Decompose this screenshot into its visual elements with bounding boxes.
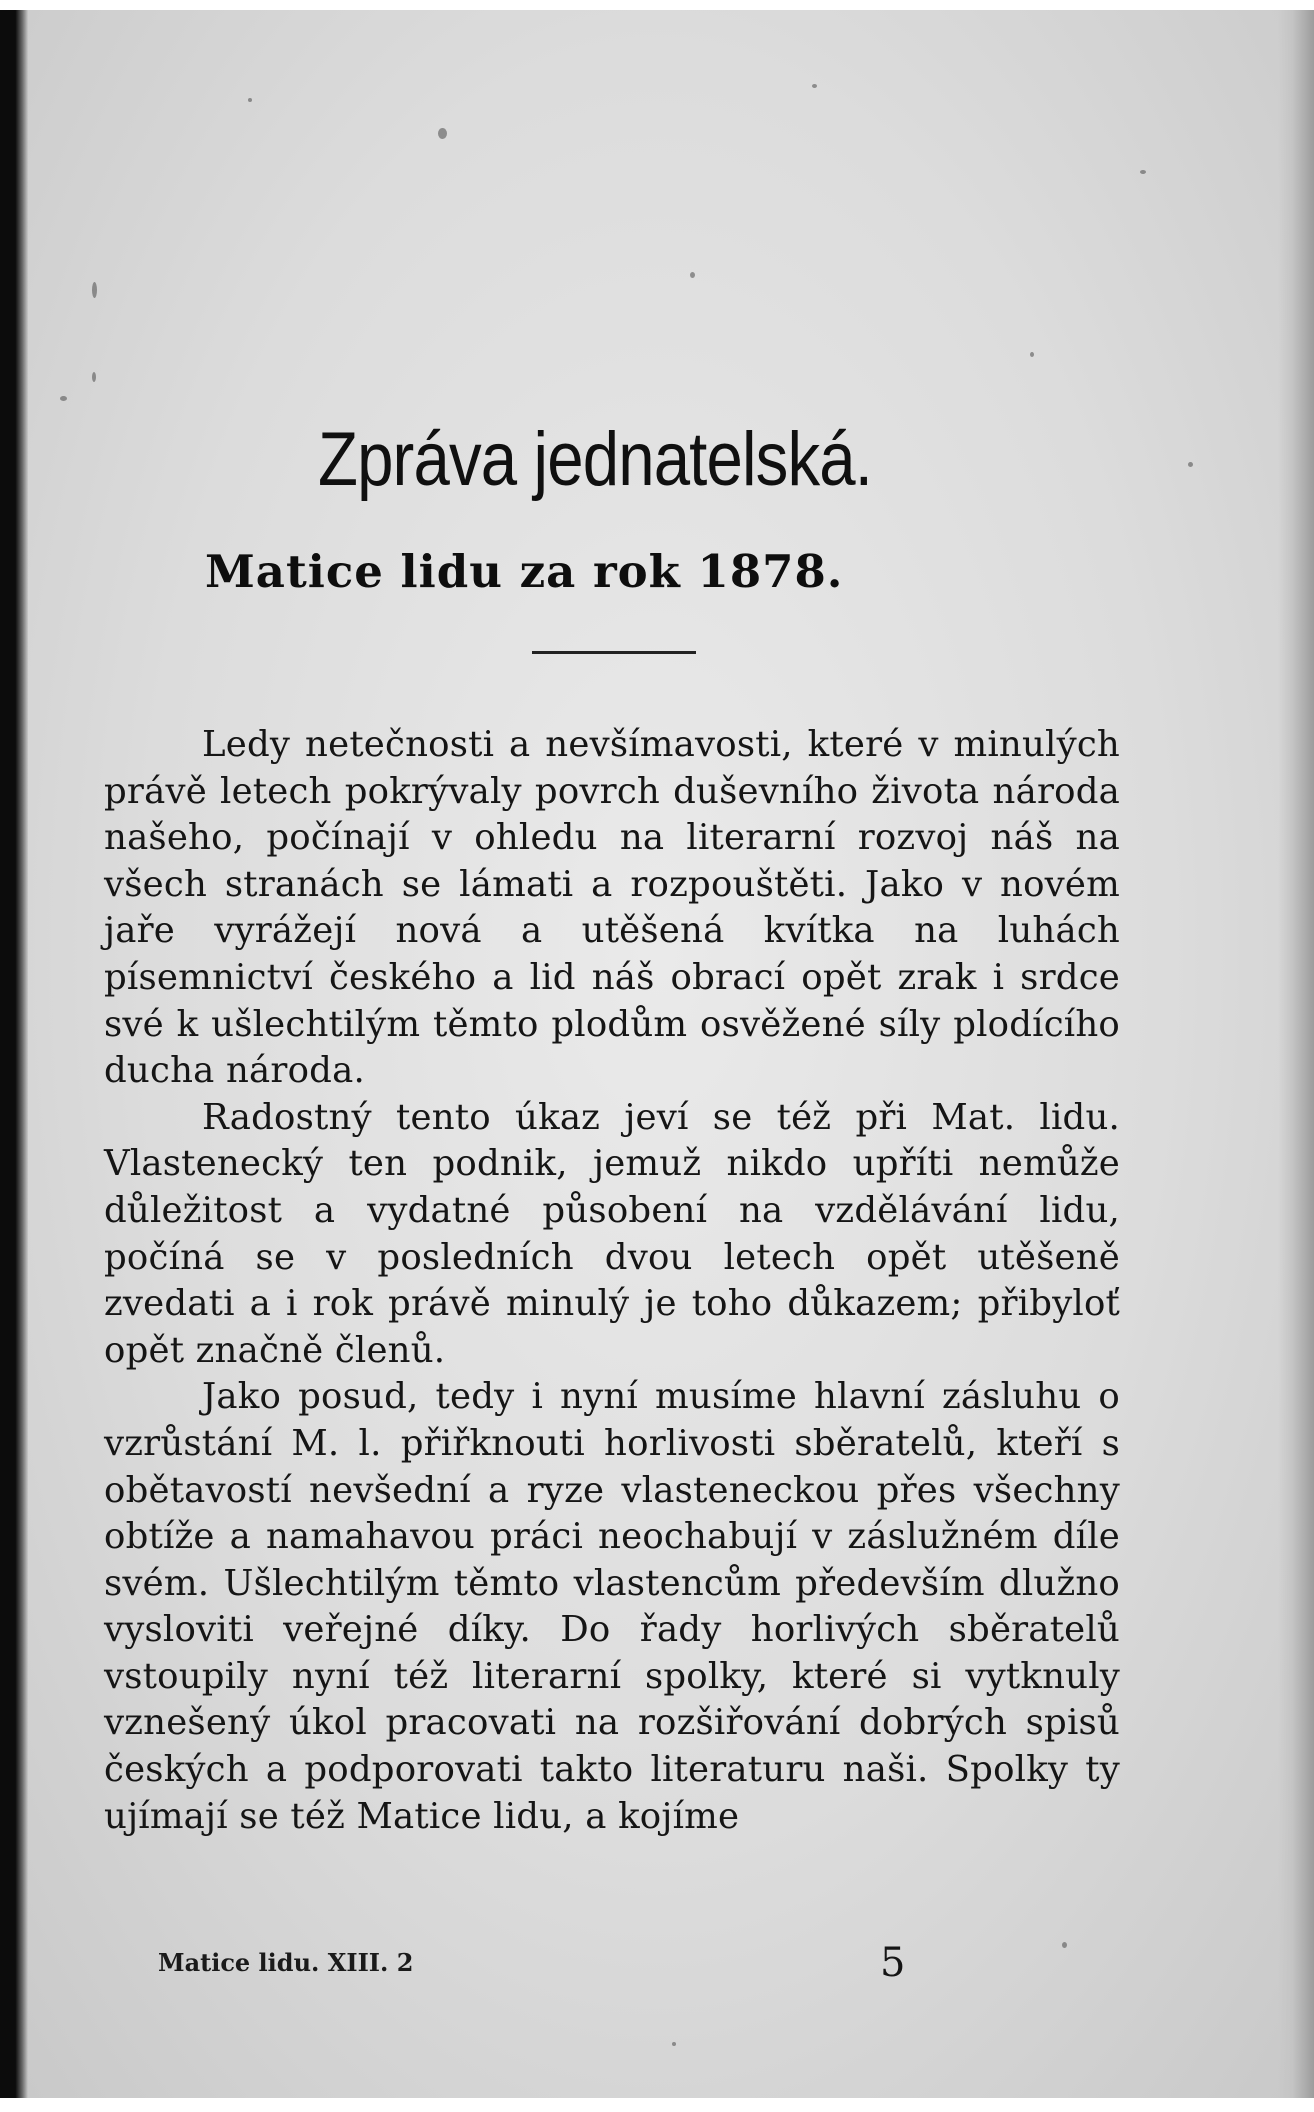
page-title: Zpráva jednatelská. (318, 417, 873, 502)
ink-speck (1062, 1942, 1067, 1948)
page-subtitle: Matice lidu za rok 1878. (205, 545, 844, 598)
page-edge-shadow (1278, 10, 1314, 2098)
body-text (104, 722, 1120, 1840)
ink-speck (1030, 352, 1034, 357)
ink-speck (812, 84, 817, 88)
ink-speck (672, 2042, 676, 2046)
ink-speck (248, 98, 252, 102)
paragraph: Ledy netečnosti a nevšímavosti, které v minulých právě letech pokrývaly povrch duševního života národa našeho, počínají v ohledu na literarní rozvoj náš na všech stranách se lámati a rozpouštěti. Jako v novém jaře vyrážejí nová a utěšená kvítka na luhách písemnictví českého a lid náš obrací opět zrak i srdce své k ušlechtilým těmto plodům osvěžené síly plodícího ducha národa. (104, 724, 1120, 1092)
ink-speck (60, 396, 67, 401)
ink-speck (1140, 170, 1146, 174)
footer-signature: Matice lidu. XIII. 2 (158, 1948, 414, 1977)
book-spine-shadow (0, 10, 28, 2098)
title-divider (532, 651, 696, 654)
ink-speck (92, 372, 96, 382)
paragraph: Jako posud, tedy i nyní musíme hlavní zásluhu o vzrůstání M. l. přiřknouti horlivosti sběratelů, kteří s obětavostí nevšední a ryze vlasteneckou přes všechny obtíže a namahavou práci neochabují v záslužném díle svém. Ušlechtilým těmto vlastencům především dlužno vysloviti veřejné díky. Do řady horlivých sběratelů vstoupily nyní též literarní spolky, které si vytknuly vznešený úkol pracovati na rozšiřování dobrých spisů českých a podporovati takto literaturu naši. Spolky ty ujímají se též Matice lidu, a kojíme (104, 1376, 1120, 1837)
page-number: 5 (880, 1940, 906, 1986)
ink-speck (690, 272, 695, 278)
ink-speck (1188, 462, 1193, 467)
ink-speck (92, 282, 97, 298)
ink-speck (438, 128, 447, 139)
paragraph: Radostný tento úkaz jeví se též při Mat. lidu. Vlastenecký ten podnik, jemuž nikdo upříti nemůže důležitost a vydatné působení na vzdělávání lidu, počíná se v posledních dvou letech opět utěšeně zvedati a i rok právě minulý je toho důkazem; přibyloť opět značně členů. (104, 1096, 1120, 1371)
